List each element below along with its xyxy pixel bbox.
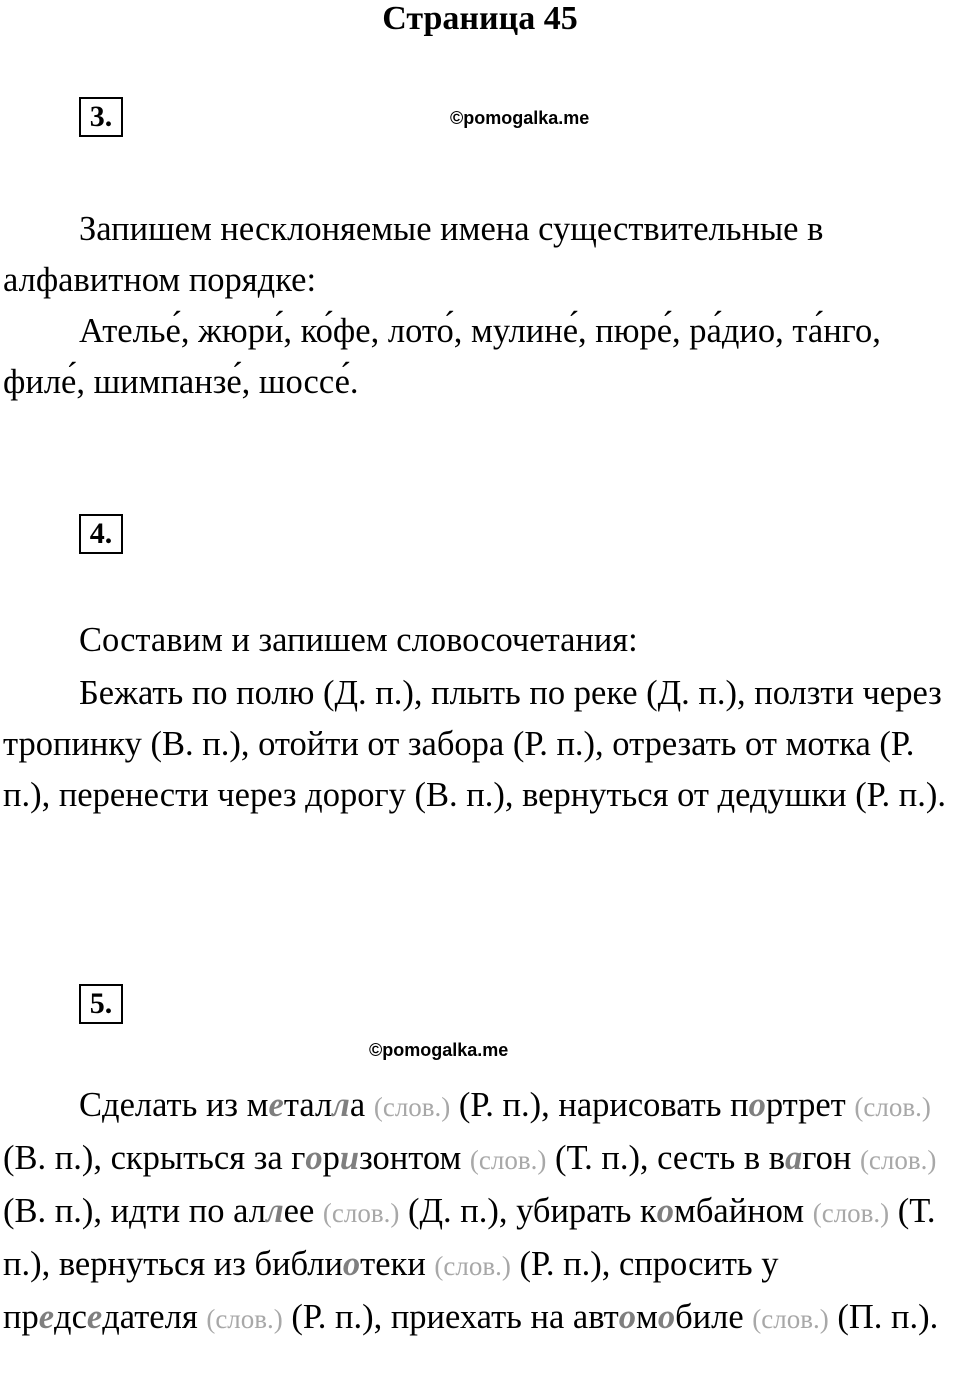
dictionary-word-mark: (слов.): [373, 1092, 451, 1122]
text-fragment: (Р. п.), приехать на авт: [282, 1298, 619, 1336]
text-fragment: дс: [54, 1298, 87, 1336]
task-number-5: 5.: [79, 984, 123, 1024]
task-number-4: 4.: [79, 514, 123, 554]
highlighted-letter: е: [268, 1086, 284, 1124]
dictionary-word-mark: (слов.): [812, 1198, 890, 1228]
task4-intro-text: Составим и запишем словосочетания:: [79, 621, 638, 659]
text-fragment: (П. п.).: [828, 1298, 939, 1336]
text-fragment: зонтом: [359, 1139, 470, 1177]
highlighted-letter: о: [748, 1086, 766, 1124]
dictionary-word-mark: (слов.): [469, 1145, 547, 1175]
highlighted-letter: а: [785, 1139, 803, 1177]
text-fragment: теки: [360, 1245, 435, 1283]
text-fragment: тал: [283, 1086, 333, 1124]
task4-body-text: Бежать по полю (Д. п.), плыть по реке (Д. п.), ползти через тропинку (В. п.), отойти от забора (Р. п.), отрезать от мотка (Р. п.), перенести через дорогу (В. п.), вернуться от дедушки (Р. п.).: [3, 674, 947, 814]
text-fragment: биле: [675, 1298, 753, 1336]
text-fragment: а: [349, 1086, 374, 1124]
highlighted-letter: о: [657, 1298, 676, 1336]
highlighted-letter: о: [305, 1139, 323, 1177]
highlighted-letter: л: [332, 1086, 350, 1124]
text-fragment: (Д. п.), убирать к: [399, 1192, 657, 1230]
highlighted-letter: о: [656, 1192, 675, 1230]
highlighted-letter: е: [86, 1298, 103, 1336]
task5-text: [3, 1080, 959, 1345]
text-fragment: гон: [802, 1139, 860, 1177]
text-fragment: ртрет: [765, 1086, 855, 1124]
dictionary-word-mark: (слов.): [752, 1304, 829, 1334]
task3-words-text: Ателье́, жюри́, ко́фе, лото́, мулине́, пюре́, ра́дио, та́нго, филе́, шимпанзе́, шоссе́.: [3, 312, 881, 401]
task3-words: [3, 306, 959, 408]
text-fragment: (Т. п.), вернуться из библи: [3, 1192, 936, 1283]
highlighted-letter: и: [339, 1139, 360, 1177]
text-fragment: р: [322, 1139, 340, 1177]
highlighted-letter: е: [38, 1298, 55, 1336]
text-fragment: дателя: [102, 1298, 207, 1336]
dictionary-word-mark: (слов.): [859, 1145, 937, 1175]
watermark: ©pomogalka.me: [450, 108, 590, 128]
task4-intro: [3, 615, 959, 666]
highlighted-letter: л: [265, 1192, 284, 1230]
text-fragment: мбайном: [674, 1192, 813, 1230]
task3-intro-text: Запишем несклоняемые имена существительные в алфавитном порядке:: [3, 210, 824, 299]
page-title: Страница 45: [382, 0, 578, 37]
text-fragment: Сделать из м: [79, 1086, 269, 1124]
text-fragment: (В. п.), идти по ал: [3, 1192, 266, 1230]
task3-intro: [3, 204, 959, 306]
dictionary-word-mark: (слов.): [854, 1092, 931, 1122]
highlighted-letter: о: [618, 1298, 637, 1336]
text-fragment: ее: [283, 1192, 323, 1230]
text-fragment: (Р. п.), нарисовать п: [450, 1086, 749, 1124]
dictionary-word-mark: (слов.): [206, 1304, 283, 1334]
text-fragment: м: [636, 1298, 658, 1336]
dictionary-word-mark: (слов.): [434, 1251, 511, 1281]
text-fragment: (Т. п.), сесть в в: [546, 1139, 786, 1177]
watermark-2: ©pomogalka.me: [369, 1040, 509, 1060]
text-fragment: (Р. п.), спросить у пр: [3, 1245, 779, 1336]
highlighted-letter: о: [342, 1245, 361, 1283]
task4-text: [3, 668, 959, 821]
dictionary-word-mark: (слов.): [322, 1198, 400, 1228]
task-number-3: 3.: [79, 97, 123, 137]
text-fragment: (В. п.), скрыться за г: [3, 1139, 306, 1177]
